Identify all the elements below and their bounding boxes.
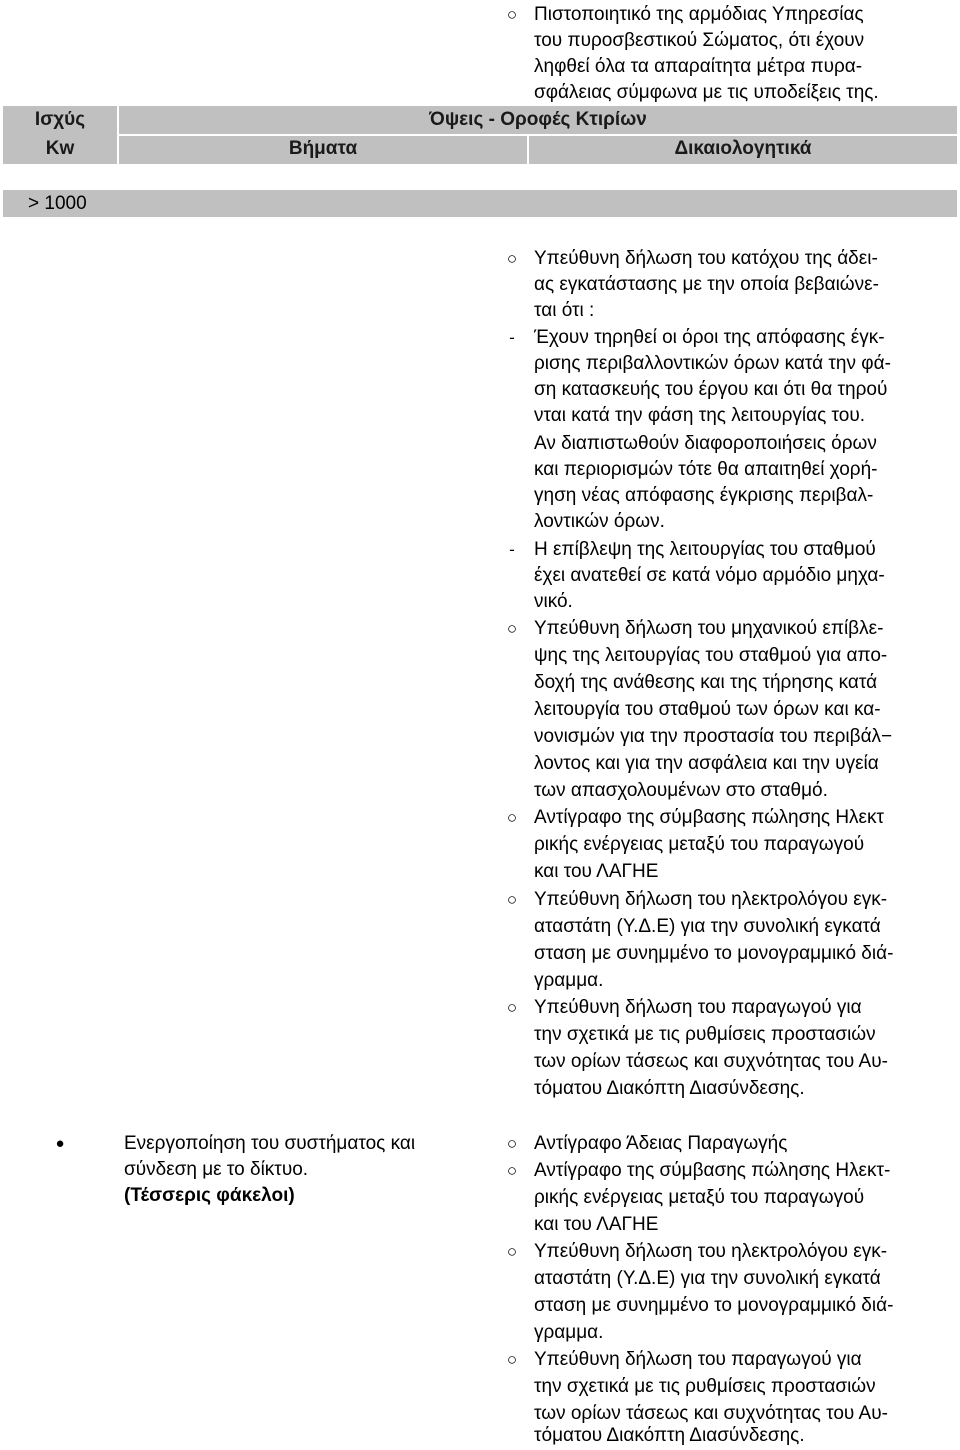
list-item: γραμμα. [534, 970, 604, 991]
list-item: νονισμών για την προστασία του περιβάλ− [534, 726, 893, 747]
circle-bullet-icon: ○ [506, 1350, 518, 1369]
list-item: Έχουν τηρηθεί οι όροι της απόφασης έγκ- [534, 327, 885, 348]
power-header: Ισχύς [34, 109, 86, 130]
circle-bullet-icon: ○ [506, 890, 518, 909]
list-item: των ορίων τάσεως και συχνότητας του Αυ- [534, 1051, 888, 1072]
text-line: σφάλειας σύμφωνα με τις υποδείξεις της. [534, 82, 879, 103]
circle-bullet-icon: ○ [506, 619, 518, 638]
list-item: Αντίγραφο Άδειας Παραγωγής [534, 1133, 788, 1154]
documents-header: Δικαιολογητικά [674, 138, 812, 159]
circle-bullet-icon: ○ [506, 808, 518, 827]
list-item: έχει ανατεθεί σε κατά νόμο αρμόδιο μηχα- [534, 565, 885, 586]
list-item: σταση με συνημμένο το μονογραμμικό διά- [534, 1295, 894, 1316]
section-label: > 1000 [28, 193, 87, 214]
dot-bullet-icon: ● [55, 1135, 65, 1152]
list-item: ση κατασκευής του έργου και ότι θα τηρού [534, 379, 888, 400]
list-item: και του ΛΑΓΗΕ [534, 861, 659, 882]
list-item: και περιορισμών τότε θα απαιτηθεί χορή- [534, 459, 878, 480]
circle-bullet-icon: ○ [506, 1161, 518, 1180]
unit-header: Kw [45, 138, 75, 159]
list-item: αταστάτη (Υ.Δ.Ε) για την συνολική εγκατά [534, 1268, 881, 1289]
list-item: Υπεύθυνη δήλωση του κατόχου της άδει- [534, 248, 878, 269]
circle-bullet-icon: ○ [506, 249, 518, 268]
text-line: Πιστοποιητικό της αρμόδιας Υπηρεσίας [534, 4, 864, 25]
list-item: ρικής ενέργειας μεταξύ του παραγωγού [534, 834, 865, 855]
list-item: λειτουργία του σταθμού των όρων και κα- [534, 699, 881, 720]
list-item: λοντος και για την ασφάλεια και την υγεία [534, 753, 879, 774]
list-item: γραμμα. [534, 1322, 604, 1343]
list-item: Υπεύθυνη δήλωση του παραγωγού για [534, 1349, 862, 1370]
step-note: (Τέσσερις φάκελοι) [124, 1185, 295, 1206]
circle-bullet-icon: ○ [506, 1242, 518, 1261]
list-item: την σχετικά με τις ρυθμίσεις προστασιών [534, 1024, 876, 1045]
list-item: ψης της λειτουργίας του σταθμού για απο- [534, 645, 888, 666]
list-item: ρικής ενέργειας μεταξύ του παραγωγού [534, 1187, 865, 1208]
list-item: Η επίβλεψη της λειτουργίας του σταθμού [534, 539, 876, 560]
dash-bullet-icon: - [509, 540, 515, 559]
section-band [3, 190, 957, 217]
list-item: Αντίγραφο της σύμβασης πώλησης Ηλεκτ- [534, 1160, 891, 1181]
circle-bullet-icon: ○ [506, 1134, 518, 1153]
step-text: σύνδεση με το δίκτυο. [124, 1159, 309, 1180]
list-item: Αντίγραφο της σύμβασης πώλησης Ηλεκτ [534, 807, 885, 828]
list-item: την σχετικά με τις ρυθμίσεις προστασιών [534, 1376, 876, 1397]
list-item: δοχή της ανάθεσης και της τήρησης κατά [534, 672, 878, 693]
text-line: του πυροσβεστικού Σώματος, ότι έχουν [534, 30, 865, 51]
list-item: και του ΛΑΓΗΕ [534, 1214, 659, 1235]
circle-bullet-icon: ○ [506, 5, 518, 24]
list-item: Υπεύθυνη δήλωση του μηχανικού επίβλε- [534, 618, 884, 639]
list-item: λοντικών όρων. [534, 511, 665, 532]
list-item: των ορίων τάσεως και συχνότητας του Αυ- [534, 1403, 888, 1424]
list-item: Υπεύθυνη δήλωση του ηλεκτρολόγου εγκ- [534, 889, 888, 910]
list-item: νται κατά την φάση της λειτουργίας του. [534, 405, 866, 426]
circle-bullet-icon: ○ [506, 998, 518, 1017]
list-item: Αν διαπιστωθούν διαφοροποιήσεις όρων [534, 433, 877, 454]
list-item: τόματου Διακόπτη Διασύνδεσης. [534, 1078, 805, 1099]
list-item: ρισης περιβαλλοντικών όρων κατά την φά- [534, 353, 891, 374]
list-item: Υπεύθυνη δήλωση του ηλεκτρολόγου εγκ- [534, 1241, 888, 1262]
list-item: ται ότι : [534, 300, 595, 321]
list-item: σταση με συνημμένο το μονογραμμικό διά- [534, 943, 894, 964]
list-item: των απασχολουμένων στο σταθμό. [534, 780, 828, 801]
list-item: ας εγκατάστασης με την οποία βεβαιώνε- [534, 274, 879, 295]
dash-bullet-icon: - [509, 328, 515, 347]
list-item: νικό. [534, 591, 573, 612]
list-item: Υπεύθυνη δήλωση του παραγωγού για [534, 997, 862, 1018]
text-line: ληφθεί όλα τα απαραίτητα μέτρα πυρα- [534, 56, 863, 77]
list-item: αταστάτη (Υ.Δ.Ε) για την συνολική εγκατά [534, 916, 881, 937]
list-item: γηση νέας απόφασης έγκρισης περιβαλ- [534, 485, 874, 506]
group-header: Όψεις - Οροφές Κτιρίων [429, 109, 647, 130]
list-item: τόματου Διακόπτη Διασύνδεσης. [534, 1425, 805, 1446]
steps-header: Βήματα [288, 138, 358, 159]
step-text: Ενεργοποίηση του συστήματος και [124, 1133, 416, 1154]
